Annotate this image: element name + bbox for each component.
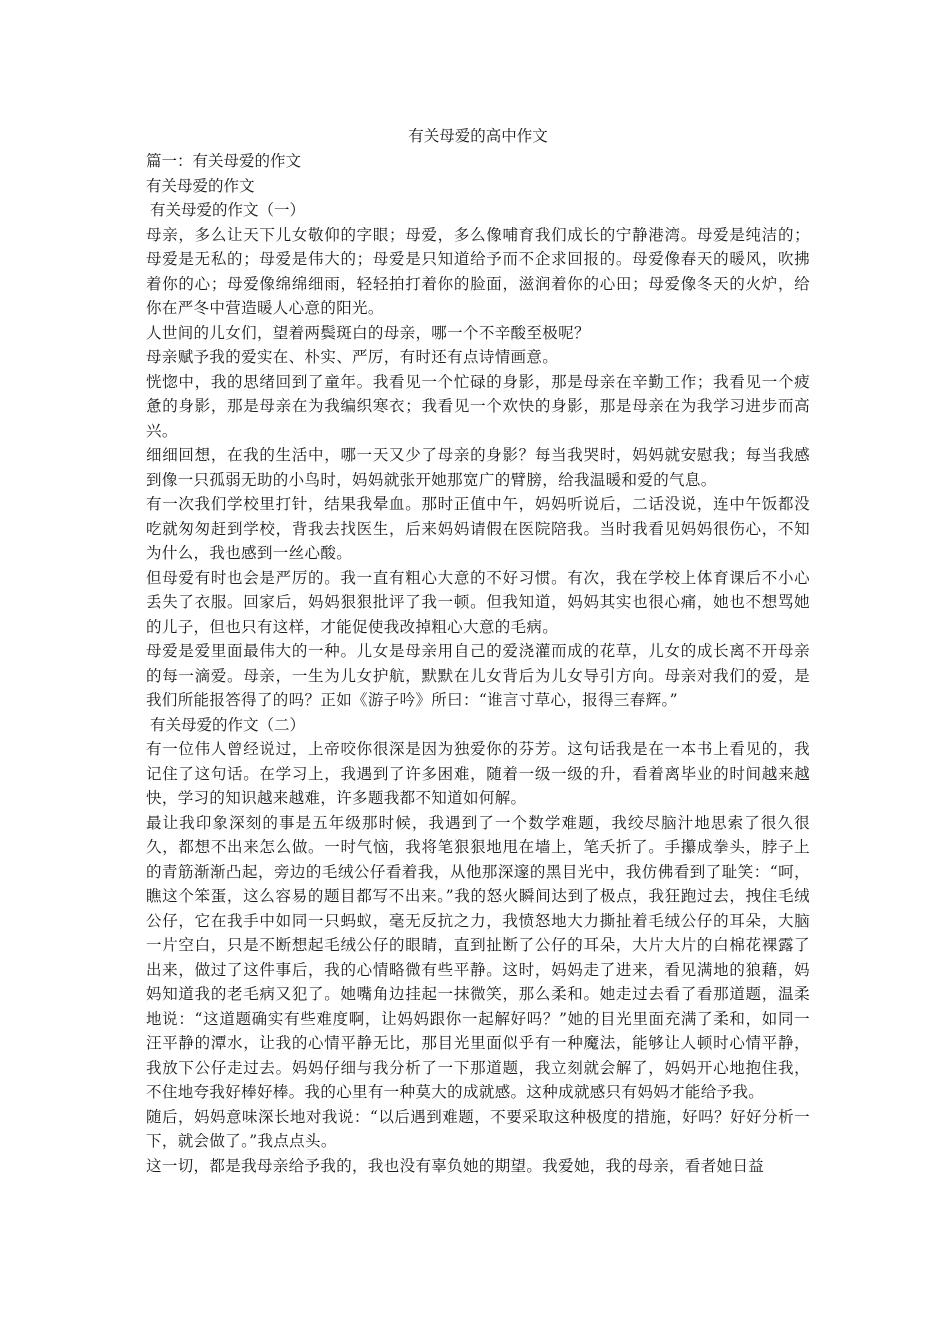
section-heading: 篇一：有关母爱的作文 [146, 152, 302, 170]
paragraph: 但母爱有时也会是严厉的。我一直有粗心大意的不好习惯。有次，我在学校上体育课后不小心丢失了衣服。回家后，妈妈狠狠批评了我一顿。但我知道，妈妈其实也很心痛，她也不想骂她的儿子，但也只有这样，才能促使我改掉粗心大意的毛病。 [146, 568, 810, 636]
paragraph: 这一切，都是我母亲给予我的，我也没有辜负她的期望。我爱她，我的母亲，看者她日益 [146, 1156, 765, 1175]
paragraph: 有一位伟人曾经说过，上帝咬你很深是因为独爱你的芬芳。这句话我是在一本书上看见的，我记住了这句话。在学习上，我遇到了许多困难，随着一级一级的升，看着离毕业的时间越来越快，学习的知识越来越难，许多题我都不知道如何解。 [146, 740, 810, 807]
paragraph: 母亲，多么让天下儿女敬仰的字眼；母爱，多么像哺育我们成长的宁静港湾。母爱是纯洁的；母爱是无私的；母爱是伟大的；母爱是只知道给予而不企求回报的。母爱像春天的暖风，吹拂着你的心；母爱像绵绵细雨，轻轻拍打着你的脸面，滋润着你的心田；母爱像冬天的火炉，给你在严冬中营造暖人心意的阳光。 [146, 225, 810, 317]
paragraph: 母爱是爱里面最伟大的一种。儿女是母亲用自己的爱浇灌而成的花草，儿女的成长离不开母亲的每一滴爱。母亲，一生为儿女护航，默默在儿女背后为儿女导引方向。母亲对我们的爱，是我们所能报答得了的吗？正如《游子吟》所曰：“谁言寸草心，报得三春辉。” [146, 642, 810, 709]
paragraph: 人世间的儿女们，望着两鬓斑白的母亲，哪一个不辛酸至极呢？ [146, 323, 590, 342]
paragraph: 随后，妈妈意味深长地对我说：“以后遇到难题，不要采取这种极度的措施，好吗？好好分析一下，就会做了。”我点点头。 [146, 1107, 810, 1150]
paragraph: 有一次我们学校里打针，结果我晕血。那时正值中午，妈妈听说后，二话没说，连中午饭都没吃就匆匆赶到学校，背我去找医生，后来妈妈请假在医院陪我。当时我看见妈妈很伤心，不知为什么，我也感到一丝心酸。 [146, 495, 810, 562]
essay-subheading: 有关母爱的作文（一） [150, 201, 306, 219]
document-title: 有关母爱的高中作文 [408, 127, 548, 145]
paragraph: 恍惚中，我的思绪回到了童年。我看见一个忙碌的身影，那是母亲在辛勤工作；我看见一个疲惫的身影，那是母亲在为我编织寒衣；我看见一个欢快的身影，那是母亲在为我学习进步而高兴。 [146, 372, 810, 440]
essay-subheading: 有关母爱的作文（二） [150, 715, 306, 734]
essay-heading: 有关母爱的作文 [146, 176, 255, 195]
paragraph: 细细回想，在我的生活中，哪一天又少了母亲的身影？每当我哭时，妈妈就安慰我；每当我感到像一只孤弱无助的小鸟时，妈妈就张开她那宽广的臂膀，给我温暖和爱的气息。 [146, 446, 810, 489]
document-page [146, 124, 810, 1178]
paragraph: 最让我印象深刻的事是五年级那时候，我遇到了一个数学难题，我绞尽脑汁地思索了很久很久，都想不出来怎么做。一时气恼，我将笔狠狠地甩在墙上，笔夭折了。手攥成拳头，脖子上的青筋渐渐凸起，旁边的毛绒公仔看着我，从他那深邃的黑目光中，我仿佛看到了耻笑：“呵，瞧这个笨蛋，这么容易的题目都写不出来。”我的怒火瞬间达到了极点，我狂跑过去，拽住毛绒公仔，它在我手中如同一只蚂蚁，毫无反抗之力，我愤怒地大力撕扯着毛绒公仔的耳朵，大脑一片空白，只是不断想起毛绒公仔的眼睛，直到扯断了公仔的耳朵，大片大片的白棉花裸露了出来，做过了这件事后，我的心情略微有些平静。这时，妈妈走了进来，看见满地的狼藉，妈妈知道我的老毛病又犯了。她嘴角边挂起一抹微笑，那么柔和。她走过去看了看那道题，温柔地说：“这道题确实有些难度啊，让妈妈跟你一起解好吗？”她的目光里面充满了柔和，如同一汪平静的潭水，让我的心情平静无比，那目光里面似乎有一种魔法，能够让人顿时心情平静，我放下公仔走过去。妈妈仔细与我分析了一下那道题，我立刻就会解了，妈妈开心地抱住我，不住地夸我好棒好棒。我的心里有一种莫大的成就感。这种成就感只有妈妈才能给予我。 [146, 813, 810, 1101]
paragraph: 母亲赋予我的爱实在、朴实、严厉，有时还有点诗情画意。 [146, 348, 559, 366]
